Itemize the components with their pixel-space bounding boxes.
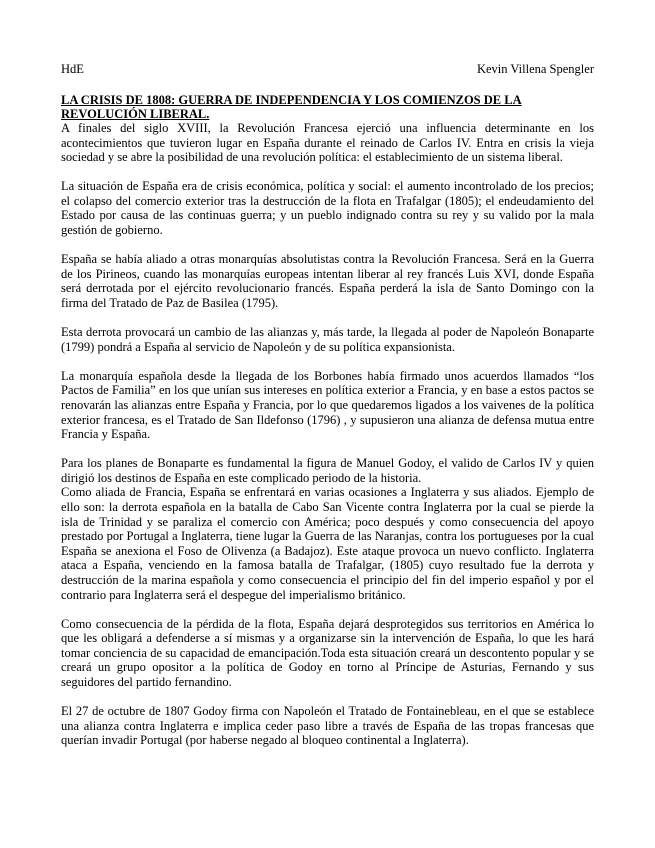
header-subject: HdE [61,62,84,76]
header-author: Kevin Villena Spengler [476,62,594,76]
document-page [61,62,594,762]
paragraph: El 27 de octubre de 1807 Godoy firma con Napoleón el Tratado de Fontainebleau, en el que se establece una alianza contra Inglaterra e implica ceder paso libre a través de España de las tropas francesas que querían invadir Portugal (por haberse negado al bloqueo continental a Inglaterra). [61,704,594,748]
paragraph: La situación de España era de crisis económica, política y social: el aumento incontrolado de los precios; el colapso del comercio exterior tras la destrucción de la flota en Trafalgar (1805); el endeudamiento del Estado por causa de las continuas guerra; y un pueblo indignado contra su rey y su valido por la mala gestión de gobierno. [61,179,594,238]
paragraph: Como aliada de Francia, España se enfrentará en varias ocasiones a Inglaterra y sus aliados. Ejemplo de ello son: la derrota española en la batalla de Cabo San Vicente contra Inglaterra por la cual se pierde la isla de Trinidad y se paraliza el comercio con América; poco después y como consecuencia del apoyo prestado por Portugal a Inglaterra, tiene lugar la Guerra de las Naranjas, contra los portugueses por la cual España se anexiona el Foso de Olivenza (a Badajoz). Este ataque provoca un nuevo conflicto. Inglaterra ataca a España, venciendo en la famosa batalla de Trafalgar, (1805) cuyo resultado fue la derrota y destrucción de la marina española y como consecuencia el principio del fin del imperio español y por el contrario para Inglaterra será el despegue del imperialismo británico. [61,485,594,602]
paragraph: Esta derrota provocará un cambio de las alianzas y, más tarde, la llegada al poder de Napoleón Bonaparte (1799) pondrá a España al servicio de Napoleón y de su política expansionista. [61,325,594,354]
paragraph: A finales del siglo XVIII, la Revolución Francesa ejerció una influencia determinante en los acontecimientos que tuvieron lugar en España durante el reinado de Carlos IV. Entra en crisis la vieja sociedad y se abre la posibilidad de una revolución política: el establecimiento de un sistema liberal. [61,121,594,165]
paragraph: La monarquía española desde la llegada de los Borbones había firmado unos acuerdos llamados “los Pactos de Familia” en los que unían sus intereses en política exterior a Francia, y en base a estos pactos se renovarán las alianzas entre España y Francia, por lo que quedaremos ligados a los vaivenes de la política exterior francesa, es el Tratado de San Ildefonso (1796) , y supusieron una alianza de defensa mutua entre Francia y España. [61,368,594,442]
paragraph: Como consecuencia de la pérdida de la flota, España dejará desprotegidos sus territorios en América lo que les obligará a defenderse a sí mismas y a organizarse sin la intervención de España, lo que les hará tomar conciencia de su capacidad de emancipación.Toda esta situación creará un descontento popular y se creará un grupo opositor a la política de Godoy en torno al Príncipe de Asturias, Fernando y sus seguidores del partido fernandino. [61,616,594,689]
page-header [61,62,594,77]
paragraph: Para los planes de Bonaparte es fundamental la figura de Manuel Godoy, el valido de Carlos IV y quien dirigió los destinos de España en este complicado periodo de la historia. [61,456,594,485]
document-title: LA CRISIS DE 1808: GUERRA DE INDEPENDENCIA Y LOS COMIENZOS DE LA REVOLUCIÓN LIBERAL. [61,93,522,121]
paragraph: España se había aliado a otras monarquías absolutistas contra la Revolución Francesa. Será en la Guerra de los Pirineos, cuando las monarquías europeas intentan liberar al rey francés Luis XVI, donde España será derrotada por el ejército revolucionario francés. España perderá la isla de Santo Domingo con la firma del Tratado de Paz de Basilea (1795). [61,252,594,310]
document-body [61,121,594,748]
